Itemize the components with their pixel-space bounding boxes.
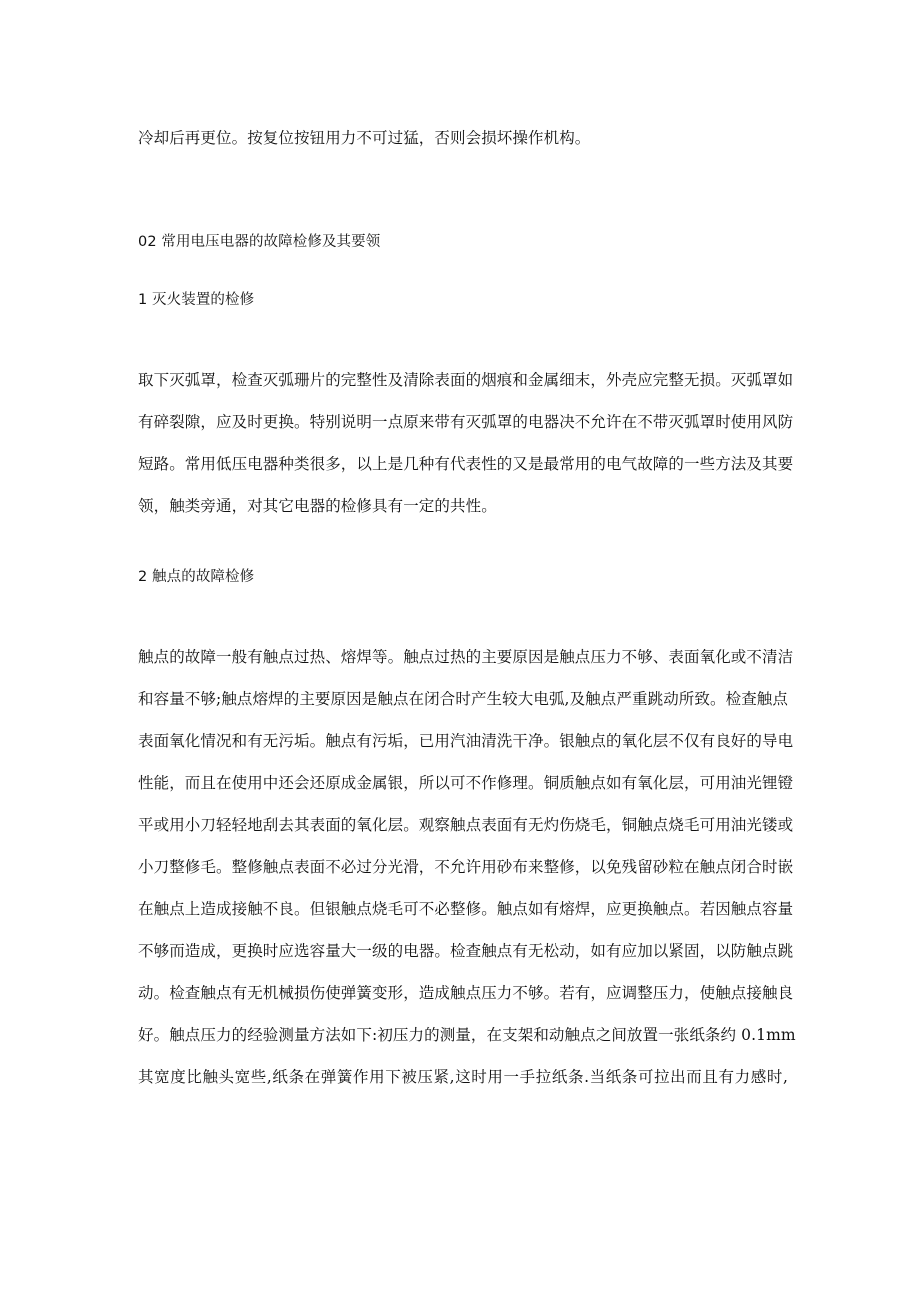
paragraph-line: 在触点上造成接触不良。但银触点烧毛可不必整修。触点如有熔焊，应更换触点。若因触点容量: [138, 900, 794, 918]
subsection-title-contacts: 2 触点的故障检修: [138, 569, 255, 585]
paragraph-line: 取下灭弧罩，检查灭弧珊片的完整性及清除表面的烟痕和金属细末，外壳应完整无损。灭弧罩如: [138, 371, 794, 389]
subsection-title-arc-device: 1 灭火装置的检修: [138, 292, 255, 308]
paragraph-line: 动。检查触点有无机械损伤使弹簧变形，造成触点压力不够。若有，应调整压力，使触点接触良: [138, 984, 794, 1002]
carryover-paragraph: 冷却后再更位。按复位按钮用力不可过猛，否则会损坏操作机构。: [138, 129, 591, 147]
paragraph-line: 性能，而且在使用中还会还原成金属银，所以可不作修理。铜质触点如有氧化层，可用油光锂镫: [138, 774, 794, 792]
paragraph-line: 其宽度比触头宽些,纸条在弹簧作用下被压紧,这时用一手拉纸条.当纸条可拉出而且有力感时,: [138, 1068, 788, 1086]
paragraph-line: 小刀整修毛。整修触点表面不必过分光滑，不允许用砂布来整修，以免残留砂粒在触点闭合时嵌: [138, 858, 794, 876]
paragraph-line: 有碎裂隙，应及时更换。特别说明一点原来带有灭弧罩的电器决不允许在不带灭弧罩时使用风防: [138, 413, 794, 431]
paragraph-line: 和容量不够;触点熔焊的主要原因是触点在闭合时产生较大电弧,及触点严重跳动所致。检查触点: [138, 690, 788, 708]
paragraph-line: 短路。常用低压电器种类很多，以上是几种有代表性的又是最常用的电气故障的一些方法及其要: [138, 455, 794, 473]
paragraph-line: 触点的故障一般有触点过热、熔焊等。触点过热的主要原因是触点压力不够、表面氧化或不清洁: [138, 648, 794, 666]
paragraph-line: 表面氧化情况和有无污垢。触点有污垢，已用汽油清洗干净。银触点的氧化层不仅有良好的导电: [138, 732, 794, 750]
paragraph-line: 领，触类旁通，对其它电器的检修具有一定的共性。: [138, 497, 497, 515]
section-title: 02 常用电压电器的故障检修及其要领: [138, 234, 381, 250]
paragraph-line: 平或用小刀轻轻地刮去其表面的氧化层。观察触点表面有无灼伤烧毛，铜触点烧毛可用油光镂或: [138, 816, 794, 834]
paragraph-line: 好。触点压力的经验测量方法如下:初压力的测量，在支架和动触点之间放置一张纸条约 0.1mm: [138, 1026, 796, 1044]
paragraph-line: 不够而造成，更换时应选容量大一级的电器。检查触点有无松动，如有应加以紧固，以防触点跳: [138, 942, 794, 960]
